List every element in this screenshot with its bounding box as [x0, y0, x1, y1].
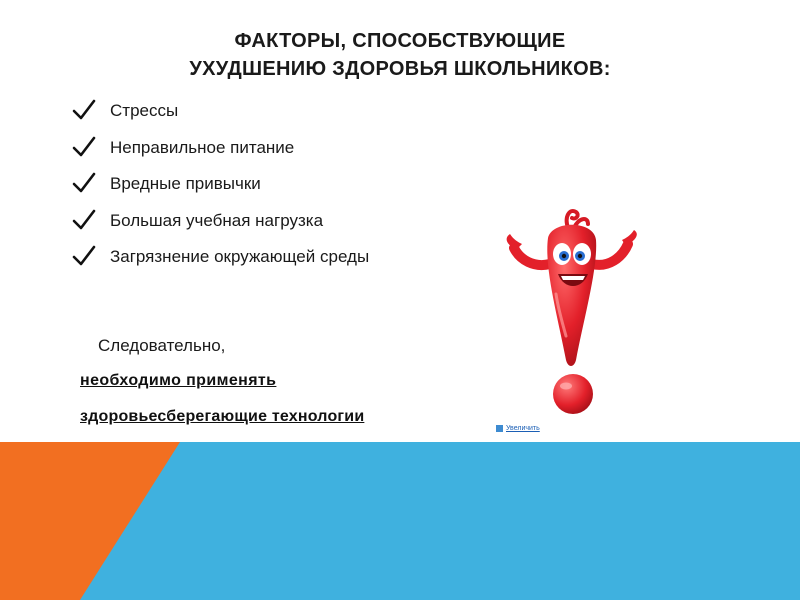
conclusion-text: Следовательно,: [98, 336, 226, 355]
factor-text: Неправильное питание: [110, 137, 295, 157]
exclamation-mascot-image: [498, 198, 646, 420]
title-line-2: УХУДШЕНИЮ ЗДОРОВЬЯ ШКОЛЬНИКОВ:: [189, 58, 611, 80]
factor-text: Стрессы: [110, 101, 179, 120]
list-item: [72, 243, 492, 280]
checkmark-icon: [72, 244, 96, 268]
zoom-label: Увеличить: [506, 425, 540, 432]
list-item: [72, 207, 492, 244]
checkmark-icon: [72, 98, 96, 122]
factor-text: Вредные привычки: [110, 174, 261, 193]
title-line-1: ФАКТОРЫ, СПОСОБСТВУЮЩИЕ: [234, 30, 566, 52]
slide-title: [0, 27, 800, 83]
emphasis-line-1: необходимо применять: [80, 372, 277, 389]
checkmark-icon: [72, 171, 96, 195]
factor-text: Большая учебная нагрузка: [110, 210, 324, 230]
list-item: [72, 134, 492, 171]
footer-decoration: [0, 442, 800, 600]
checkmark-icon: [72, 208, 96, 232]
factor-text: Загрязнение окружающей среды: [110, 247, 370, 266]
checkmark-icon: [72, 135, 96, 159]
list-item: [72, 97, 492, 134]
emphasis-line-2: здоровьесберегающие технологии: [80, 408, 365, 425]
list-item: [72, 170, 492, 207]
factors-list: [72, 97, 492, 280]
zoom-link[interactable]: [496, 424, 540, 433]
zoom-icon: [496, 425, 503, 432]
